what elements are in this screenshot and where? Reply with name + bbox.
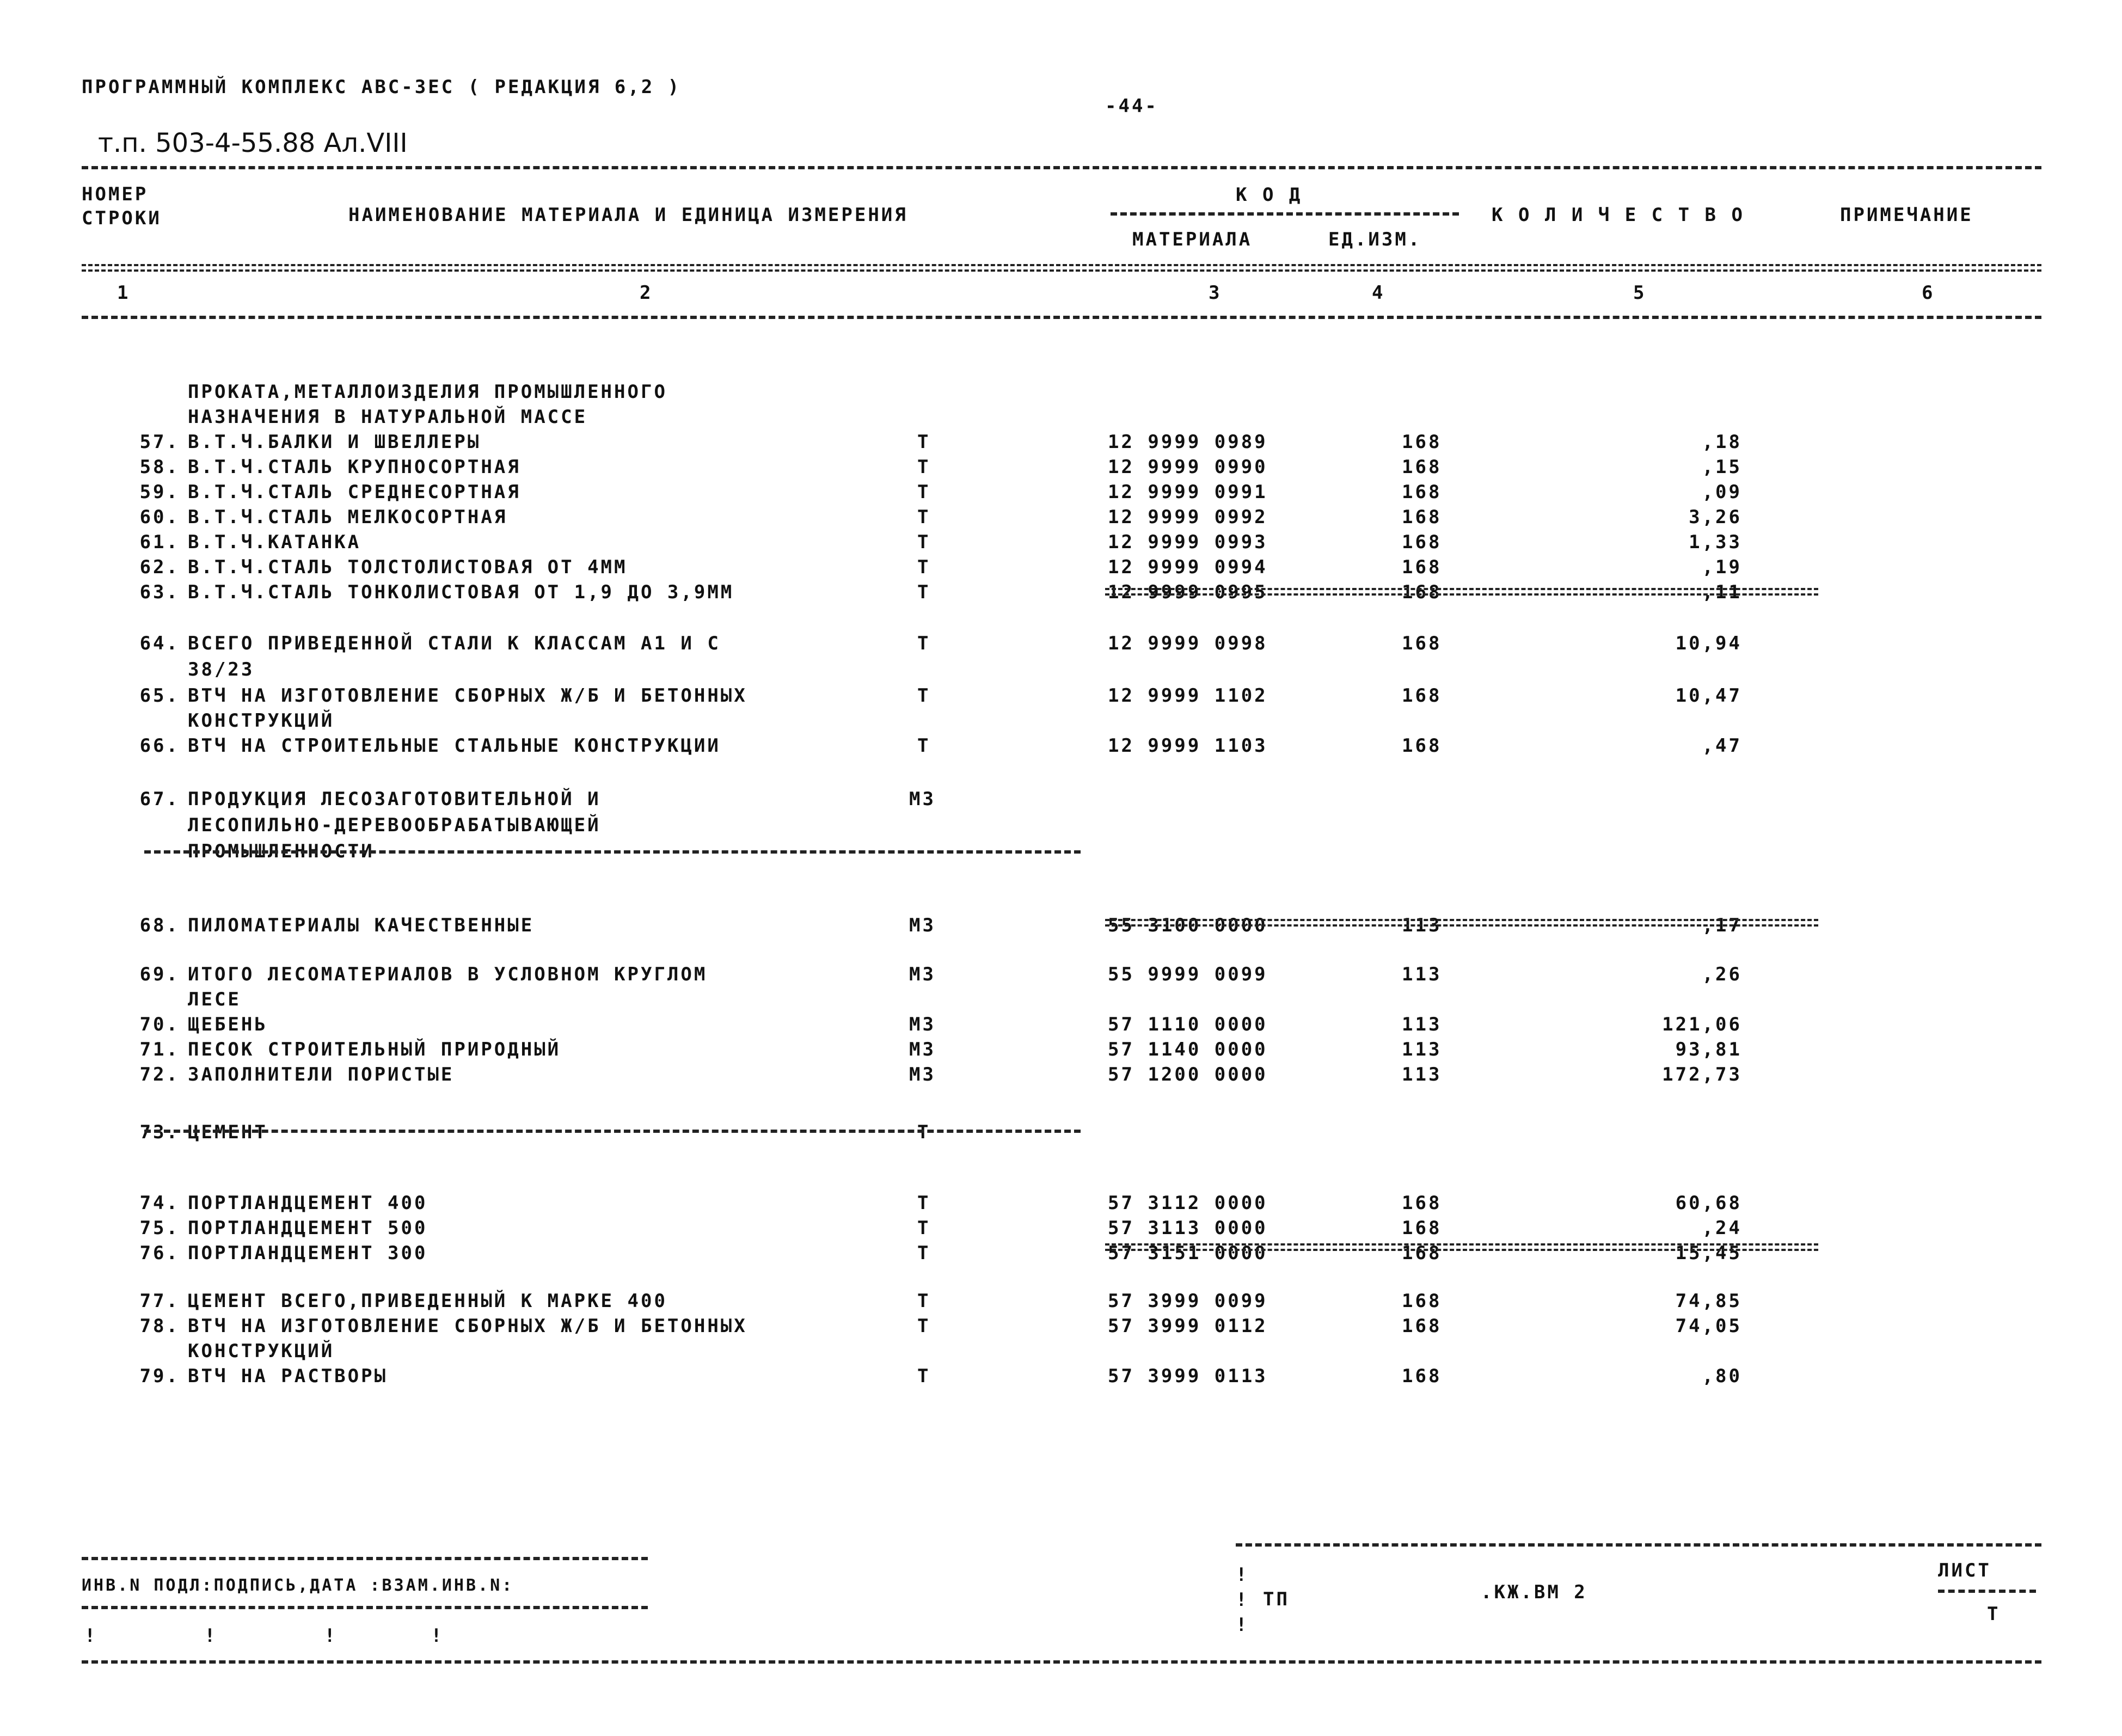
table-row: 79. ВТЧ НА РАСТВОРЫ Т 57 3999 0113 168 ,80 <box>139 1365 1742 1387</box>
footer-right-top-rule <box>1236 1543 2041 1547</box>
page-number: -44- <box>1105 95 1158 117</box>
table-row: НАЗНАЧЕНИЯ В НАТУРАЛЬНОЙ МАССЕ <box>188 406 588 428</box>
footer-sheet-label: ЛИСТ <box>1938 1560 1991 1581</box>
table-row: КОНСТРУКЦИЙ <box>188 1340 335 1362</box>
table-row: 59. В.Т.Ч.СТАЛЬ СРЕДНЕСОРТНАЯ Т 12 9999 0991 168 ,09 <box>139 481 1742 503</box>
footer-doc-code: .КЖ.ВМ 2 <box>1481 1581 1587 1603</box>
col-code-material-header: МАТЕРИАЛА <box>1132 229 1253 250</box>
footer-bottom-rule <box>82 1660 2041 1664</box>
section-rule <box>144 850 1081 854</box>
col-number-4: 4 <box>1372 282 1385 304</box>
header-top-rule <box>82 166 2041 169</box>
table-row: 68. ПИЛОМАТЕРИАЛЫ КАЧЕСТВЕННЫЕ М3 55 3100 0000 113 ,17 <box>139 915 1742 936</box>
table-row: 74. ПОРТЛАНДЦЕМЕНТ 400 Т 57 3112 0000 168 60,68 <box>139 1192 1742 1214</box>
table-row: 65. ВТЧ НА ИЗГОТОВЛЕНИЕ СБОРНЫХ Ж/Б И БЕТОННЫХ Т 12 9999 1102 168 10,47 <box>139 685 1742 707</box>
table-row: 71. ПЕСОК СТРОИТЕЛЬНЫЙ ПРИРОДНЫЙ М3 57 1140 0000 113 93,81 <box>139 1039 1742 1060</box>
table-row: ПРОКАТА,МЕТАЛЛОИЗДЕЛИЯ ПРОМЫШЛЕННОГО <box>188 381 667 403</box>
table-row: 69. ИТОГО ЛЕСОМАТЕРИАЛОВ В УСЛОВНОМ КРУГЛОМ М3 55 9999 0099 113 ,26 <box>139 964 1742 985</box>
footer-left-top-rule <box>82 1557 648 1560</box>
col-number-6: 6 <box>1922 282 1935 304</box>
section-rule <box>144 1130 1081 1133</box>
table-row: 38/23 <box>188 659 255 680</box>
table-row: 78. ВТЧ НА ИЗГОТОВЛЕНИЕ СБОРНЫХ Ж/Б И БЕТОННЫХ Т 57 3999 0112 168 74,05 <box>139 1315 1742 1337</box>
table-row: ЛЕСЕ <box>188 989 241 1010</box>
col-code-unit-header: ЕД.ИЗМ. <box>1328 229 1422 250</box>
table-row: 57. В.Т.Ч.БАЛКИ И ШВЕЛЛЕРЫ Т 12 9999 0989 168 ,18 <box>139 431 1742 453</box>
col-row-number-header: НОМЕР СТРОКИ <box>82 183 162 229</box>
table-row: 64. ВСЕГО ПРИВЕДЕННОЙ СТАЛИ К КЛАССАМ А1 И С Т 12 9999 0998 168 10,94 <box>139 633 1742 654</box>
footer-left-labels: ИНВ.N ПОДЛ:ПОДПИСЬ,ДАТА :ВЗАМ.ИНВ.N: <box>82 1576 514 1595</box>
footer-tp: ТП <box>1263 1588 1290 1610</box>
footer-sheet-number: Т <box>1987 1603 2001 1625</box>
footer-left-mid-rule <box>82 1606 648 1609</box>
table-row: 58. В.Т.Ч.СТАЛЬ КРУПНОСОРТНАЯ Т 12 9999 0990 168 ,15 <box>139 456 1742 478</box>
col-number-5: 5 <box>1633 282 1647 304</box>
subtotal-rule <box>1105 919 1818 927</box>
project-code: т.п. 503-4-55.88 Ал.VIII <box>98 128 408 158</box>
table-row: 70. ЩЕБЕНЬ М3 57 1110 0000 113 121,06 <box>139 1014 1742 1035</box>
table-row: 77. ЦЕМЕНТ ВСЕГО,ПРИВЕДЕННЫЙ К МАРКЕ 400 Т 57 3999 0099 168 74,85 <box>139 1290 1742 1312</box>
footer-sheet-rule <box>1938 1590 2036 1593</box>
table-row: ПРОМЫШЛЕННОСТИ <box>188 841 375 862</box>
table-row: КОНСТРУКЦИЙ <box>188 710 335 732</box>
table-row: ЛЕСОПИЛЬНО-ДЕРЕВООБРАБАТЫВАЮЩЕЙ <box>188 814 601 836</box>
table-row: 60. В.Т.Ч.СТАЛЬ МЕЛКОСОРТНАЯ Т 12 9999 0992 168 3,26 <box>139 506 1742 528</box>
table-row: 62. В.Т.Ч.СТАЛЬ ТОЛСТОЛИСТОВАЯ ОТ 4ММ Т 12 9999 0994 168 ,19 <box>139 556 1742 578</box>
code-subheader-rule <box>1111 212 1459 216</box>
subtotal-rule <box>1105 588 1818 596</box>
col-code-header: К О Д <box>1236 184 1303 206</box>
col-note-header: ПРИМЕЧАНИЕ <box>1840 204 1973 226</box>
program-title: ПРОГРАММНЫЙ КОМПЛЕКС АВС-3ЕС ( РЕДАКЦИЯ 6,2 ) <box>82 76 682 98</box>
header-mid-rule <box>82 264 2041 272</box>
header-bottom-rule <box>82 316 2041 319</box>
table-row: 67. ПРОДУКЦИЯ ЛЕСОЗАГОТОВИТЕЛЬНОЙ И М3 <box>139 788 936 810</box>
col-number-1: 1 <box>117 282 131 304</box>
table-row: 63. В.Т.Ч.СТАЛЬ ТОНКОЛИСТОВАЯ ОТ 1,9 ДО 3,9ММ Т 12 9999 0995 168 ,11 <box>139 581 1742 603</box>
footer-left-bracket: ! ! ! <box>1236 1564 1249 1636</box>
table-row: 61. В.Т.Ч.КАТАНКА Т 12 9999 0993 168 1,33 <box>139 531 1742 553</box>
col-number-2: 2 <box>640 282 653 304</box>
footer-left-cells: ! ! ! ! <box>84 1625 444 1647</box>
table-row: 66. ВТЧ НА СТРОИТЕЛЬНЫЕ СТАЛЬНЫЕ КОНСТРУКЦИИ Т 12 9999 1103 168 ,47 <box>139 735 1742 757</box>
table-row: 76. ПОРТЛАНДЦЕМЕНТ 300 Т 57 3151 0000 168 15,45 <box>139 1242 1742 1264</box>
col-number-3: 3 <box>1209 282 1222 304</box>
table-row: 75. ПОРТЛАНДЦЕМЕНТ 500 Т 57 3113 0000 168 ,24 <box>139 1217 1742 1239</box>
col-quantity-header: К О Л И Ч Е С Т В О <box>1492 204 1745 226</box>
subtotal-rule <box>1105 1243 1818 1251</box>
table-row: 72. ЗАПОЛНИТЕЛИ ПОРИСТЫЕ М3 57 1200 0000 113 172,73 <box>139 1064 1742 1085</box>
table-row: 73. ЦЕМЕНТ Т <box>139 1121 931 1143</box>
col-name-header: НАИМЕНОВАНИЕ МАТЕРИАЛА И ЕДИНИЦА ИЗМЕРЕНИЯ <box>348 204 908 226</box>
